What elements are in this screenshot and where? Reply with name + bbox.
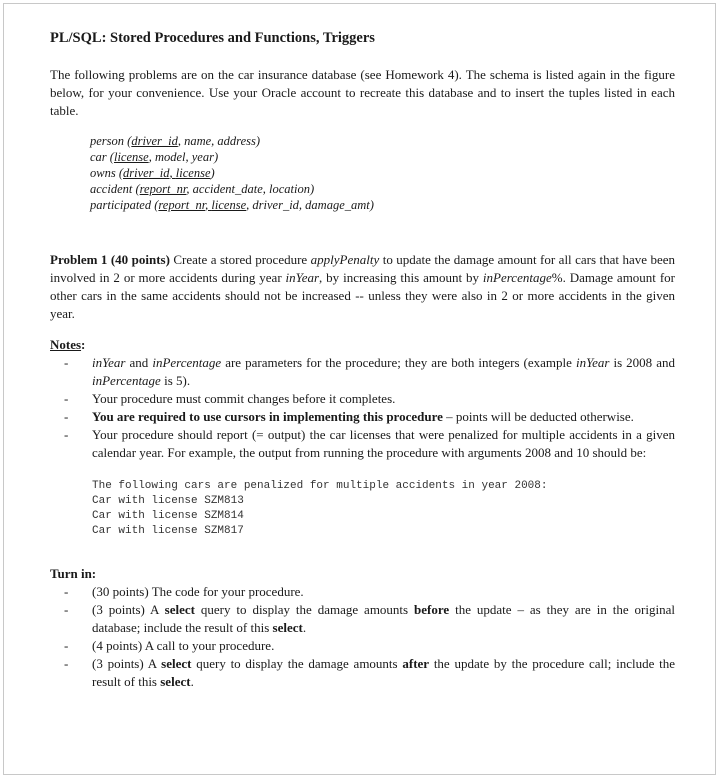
output-line: Car with license SZM817 xyxy=(92,525,244,537)
output-line: The following cars are penalized for multiple accidents in year 2008: xyxy=(92,480,548,492)
turn-in-heading: Turn in: xyxy=(50,566,97,581)
schema-key: report_nr xyxy=(139,182,187,196)
procedure-name: applyPenalty xyxy=(310,252,380,267)
page-title: PL/SQL: Stored Procedures and Functions, Triggers xyxy=(50,30,375,46)
schema-accident: accident (report_nr, accident_date, location) xyxy=(90,182,315,196)
notes-list xyxy=(50,354,675,462)
problem-heading: Problem 1 (40 points) xyxy=(50,252,170,267)
schema-key: driver_id xyxy=(131,134,178,148)
turn-in-list xyxy=(50,583,675,691)
note-item: - You are required to use cursors in implementing this procedure – points will be deducted otherwise. xyxy=(92,408,675,426)
turn-in-item: - (3 points) A select query to display the damage amounts before the update – as they are in the original database; include the result of this select. xyxy=(92,601,675,637)
note-item: - Your procedure must commit changes before it completes. xyxy=(92,390,675,408)
schema-participated: participated (report_nr, license, driver_id, damage_amt) xyxy=(90,198,374,212)
note-item: - inYear and inPercentage are parameters for the procedure; they are both integers (example inYear is 2008 and inPercentage is 5). xyxy=(92,354,675,390)
schema-list xyxy=(90,133,675,213)
sample-output xyxy=(92,479,675,539)
schema-key: driver_id, license xyxy=(123,166,211,180)
notes-heading: Notes: xyxy=(50,337,86,352)
schema-key: report_nr, license xyxy=(158,198,247,212)
problem-1-paragraph: Problem 1 (40 points) Create a stored procedure applyPenalty to update the damage amount for all cars that have been involved in 2 or more accidents during year inYear, by increasing this amount by inPercentage%. Damage amount for other cars in the same accidents should not be increased -- unless they were also in 2 or more accidents in the given year. xyxy=(50,252,676,321)
turn-in-item: - (30 points) The code for your procedure. xyxy=(92,583,675,601)
schema-car: car (license, model, year) xyxy=(90,150,219,164)
schema-person: person (driver_id, name, address) xyxy=(90,134,261,148)
output-line: Car with license SZM814 xyxy=(92,510,244,522)
turn-in-item: - (4 points) A call to your procedure. xyxy=(92,637,675,655)
intro-paragraph: The following problems are on the car insurance database (see Homework 4). The schema is listed again in the figure below, for your convenience. Use your Oracle account to recreate this database and to insert the tuples listed in each table. xyxy=(50,67,675,118)
output-line: Car with license SZM813 xyxy=(92,495,244,507)
schema-key: license xyxy=(113,150,149,164)
note-item: - Your procedure should report (= output) the car licenses that were penalized for multiple accidents in a given calendar year. For example, the output from running the procedure with arguments 2008 and 10 should be: xyxy=(92,426,675,462)
schema-owns: owns (driver_id, license) xyxy=(90,166,215,180)
document-page xyxy=(50,30,675,691)
turn-in-item: - (3 points) A select query to display the damage amounts after the update by the procedure call; include the result of this select. xyxy=(92,655,675,691)
